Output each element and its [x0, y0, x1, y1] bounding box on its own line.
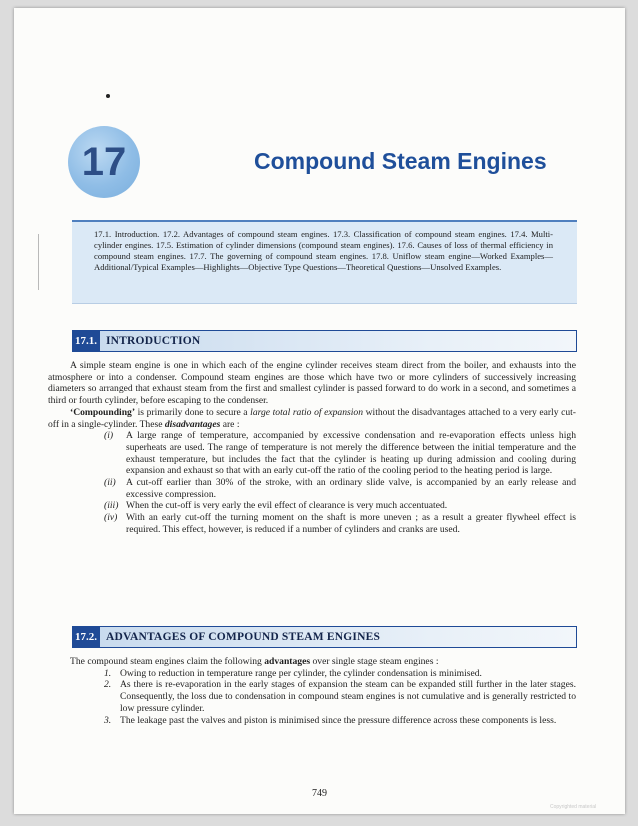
page-speck [106, 94, 110, 98]
list-item: (i) A large range of temperature, accompanied by excessive condensation and re-evaporation effects unless high superheats are used. The range of temperature is not merely the difference between the initial temperature and the exhaust temperature, but includes the fact that the cylinder is heating up during admission and cooling during expansion and exhaust so that with an early cut-off the ratio of the cooling period to the heating period is large. [104, 430, 576, 477]
margin-mark [38, 234, 39, 290]
section-title: ADVANTAGES OF COMPOUND STEAM ENGINES [100, 626, 577, 648]
paragraph: ‘Compounding’ is primarily done to secure a large total ratio of expansion without the disadvantages attached to a very early cut-off in a single-cylinder. These disadvantages are : [48, 406, 577, 430]
list-item: (iii) When the cut-off is very early the evil effect of clearance is very much accentuated. [104, 500, 448, 512]
chapter-title: Compound Steam Engines [254, 148, 547, 174]
list-item: 1. Owing to reduction in temperature range per cylinder, the cylinder condensation is minimised. [104, 667, 482, 679]
chapter-number: 17 [81, 139, 127, 184]
paragraph: A simple steam engine is one in which each of the engine cylinder receives steam direct from the boiler, and exhausts into the atmosphere or into a condenser. Compound steam engines are those which have two or more cylinders of successively increasing diameters so arranged that exhaust steam from the first and smallest cylinder is passed forward to do work in a second, and sometimes a third or fourth cylinder, before escaping to the condenser. [48, 360, 576, 407]
introduction-body [48, 360, 576, 536]
advantages-list [48, 668, 576, 727]
page-number: 749 [312, 788, 327, 799]
advantages-body [48, 656, 576, 726]
chapter-number-badge [68, 126, 140, 198]
section-heading-advantages [72, 626, 577, 648]
section-heading-introduction [72, 330, 577, 352]
list-item: 2. As there is re-evaporation in the early stages of expansion the steam can be expanded still further in the later stages. Consequently, the loss due to condensation in compound steam engines is not cumulative and is generally restricted to low pressure cylinder. [104, 679, 576, 714]
book-page [14, 8, 625, 814]
section-title: INTRODUCTION [100, 330, 577, 352]
paragraph: The compound steam engines claim the following advantages over single stage steam engines : [70, 656, 439, 667]
chapter-contents-box: 17.1. Introduction. 17.2. Advantages of compound steam engines. 17.3. Classification of compound steam engines. 17.4. Multi-cylinder engines. 17.5. Estimation of cylinder dimensions (compound steam engines). 17.6. Causes of loss of thermal efficiency in compound steam engines. 17.7. The governing of compound steam engines. 17.8. Uniflow steam engine—Worked Examples—Additional/Typical Examples—Highlights—Objective Type Questions—Theoretical Questions—Unsolved Examples. [72, 222, 577, 304]
section-number: 17.2. [72, 626, 100, 648]
section-number: 17.1. [72, 330, 100, 352]
list-item: (ii) A cut-off earlier than 30% of the stroke, with an ordinary slide valve, is accompanied by an early release and excessive compression. [104, 477, 576, 500]
disadvantages-list [48, 430, 576, 535]
list-item: 3. The leakage past the valves and piston is minimised since the pressure difference across these components is less. [104, 714, 557, 726]
term-compounding: ‘Compounding’ [70, 406, 136, 418]
copyright-watermark: Copyrighted material [550, 804, 597, 810]
list-item: (iv) With an early cut-off the turning moment on the shaft is more uneven ; as a result a greater flywheel effect is required. This effect, however, is reduced if a number of cylinders and cranks are used. [104, 512, 576, 535]
